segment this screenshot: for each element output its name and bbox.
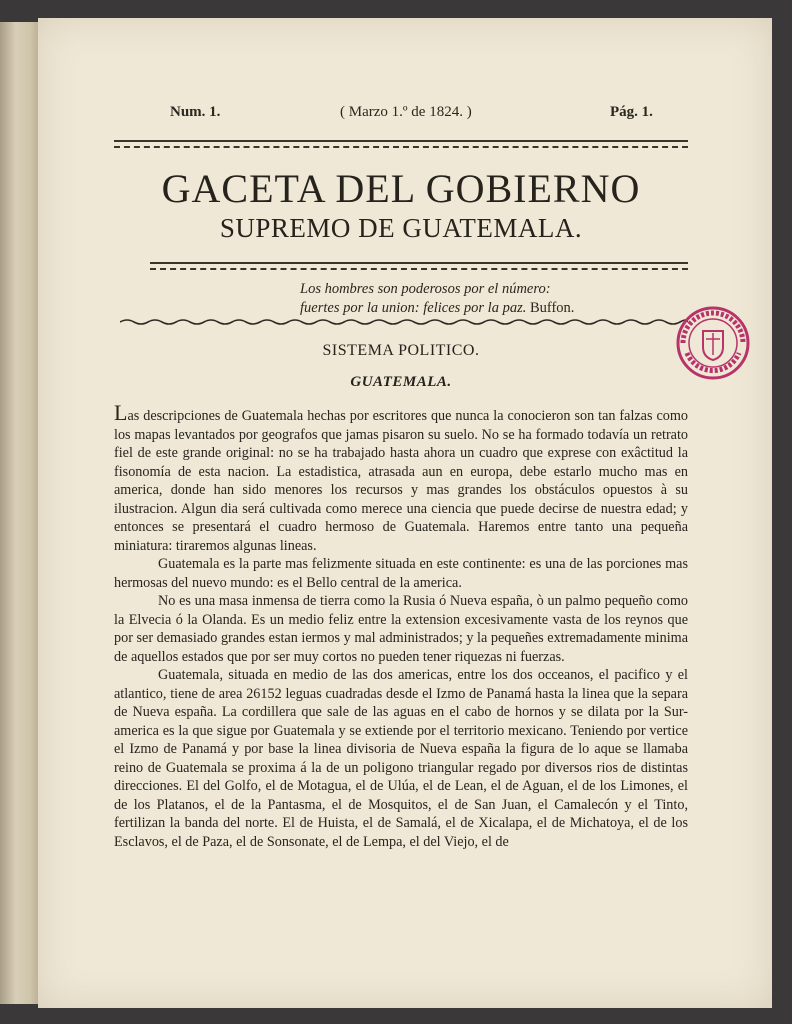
article-paragraph-1: Las descripciones de Guatemala hechas por escritores que nunca la conocieron son tan falzas como los mapas levantados por geografos que jamas pisaron su suelo. No se ha formado todavía un retrato fiel de este grande original: no se ha trabajado hasta ahora un cuadro que exprese con exâctitud la fisonomía de esta nacion. La estadistica, atrasada aun en europa, debe estarlo mucho mas en america, donde han sido menores los recursos y mas grandes los obstáculos opuestos à su ilustracion. Algun dia será cultivada como merece una ciencia que puede decirse de nuestra edad; y entonces se presentará el cuadro hermoso de Guatemala. Haremos entre tanto una pequeña miniatura: tiraremos algunas lineas.: [114, 400, 688, 554]
motto-line-1: Los hombres son poderosos por el número:: [300, 281, 551, 297]
book-spine: [0, 22, 41, 1004]
article-paragraph-3: No es una masa inmensa de tierra como la Rusia ó Nueva españa, ò un palmo pequeño como la Elvecia ó la Olanda. Es un medio feliz entre la extension excesivamente vasta de los reynos que por ser demasiado grandes estan iermos y mal administrados; y la pequeñes extremadamente minima de aquellos estados que por ser muy cortos no pueden tener riquezas ni fuerzas.: [114, 593, 688, 665]
page-number: Pág. 1.: [610, 104, 653, 120]
motto: [300, 280, 680, 318]
header-rule: [114, 140, 688, 148]
masthead-rule: [150, 262, 688, 270]
section-subheading: GUATEMALA.: [350, 374, 452, 390]
article-paragraph-2: Guatemala es la parte mas felizmente situada en este continente: es una de las porciones mas hermosas del nuevo mundo: es el Bello central de la america.: [114, 556, 688, 591]
article-body: [114, 400, 688, 851]
issue-date: ( Marzo 1.º de 1824. ): [340, 104, 472, 120]
masthead-title: GACETA DEL GOBIERNO: [161, 166, 641, 211]
article-paragraph-4: Guatemala, situada en medio de las dos americas, entre los dos occeanos, el pacifico y el atlantico, tiene de area 26152 leguas cuadradas desde el Izmo de Panamá hasta la linea que la separa de Nueva españa. La cordillera que sale de las aguas en el cabo de hornos y se dilata por la Sur-america es la que sigue por Guatemala y se extiende por el territorio mexicano. Teniendo por vertice el Izmo de Panamá y por base la linea divisoria de Nueva españa la figura de lo aque se llamaba reino de Guatemala se proxima á la de un poligono triangular regado por diversos rios de distintas direcciones. El del Golfo, el de Motagua, el de Ulúa, el de Lean, el de Aguan, el de los Limones, el de los Platanos, el de la Pantasma, el de Mosquitos, el de San Juan, el Camalecón y el Tinto, fertilizan la banda del norte. El de Huista, el de Samalá, el de Xicalapa, el de Michatoya, el de los Esclavos, el de Paza, el de Sonsonate, el de Lempa, el del Viejo, el de: [114, 667, 688, 850]
issue-number: Num. 1.: [170, 104, 221, 120]
masthead-subtitle: SUPREMO DE GUATEMALA.: [219, 213, 583, 243]
motto-line-2: fuertes por la union: felices por la paz.: [300, 300, 527, 316]
section-heading: SISTEMA POLITICO.: [322, 342, 480, 359]
wave-divider: [120, 318, 688, 326]
motto-line-2-wrap: [300, 299, 680, 318]
motto-author: Buffon.: [529, 300, 575, 316]
